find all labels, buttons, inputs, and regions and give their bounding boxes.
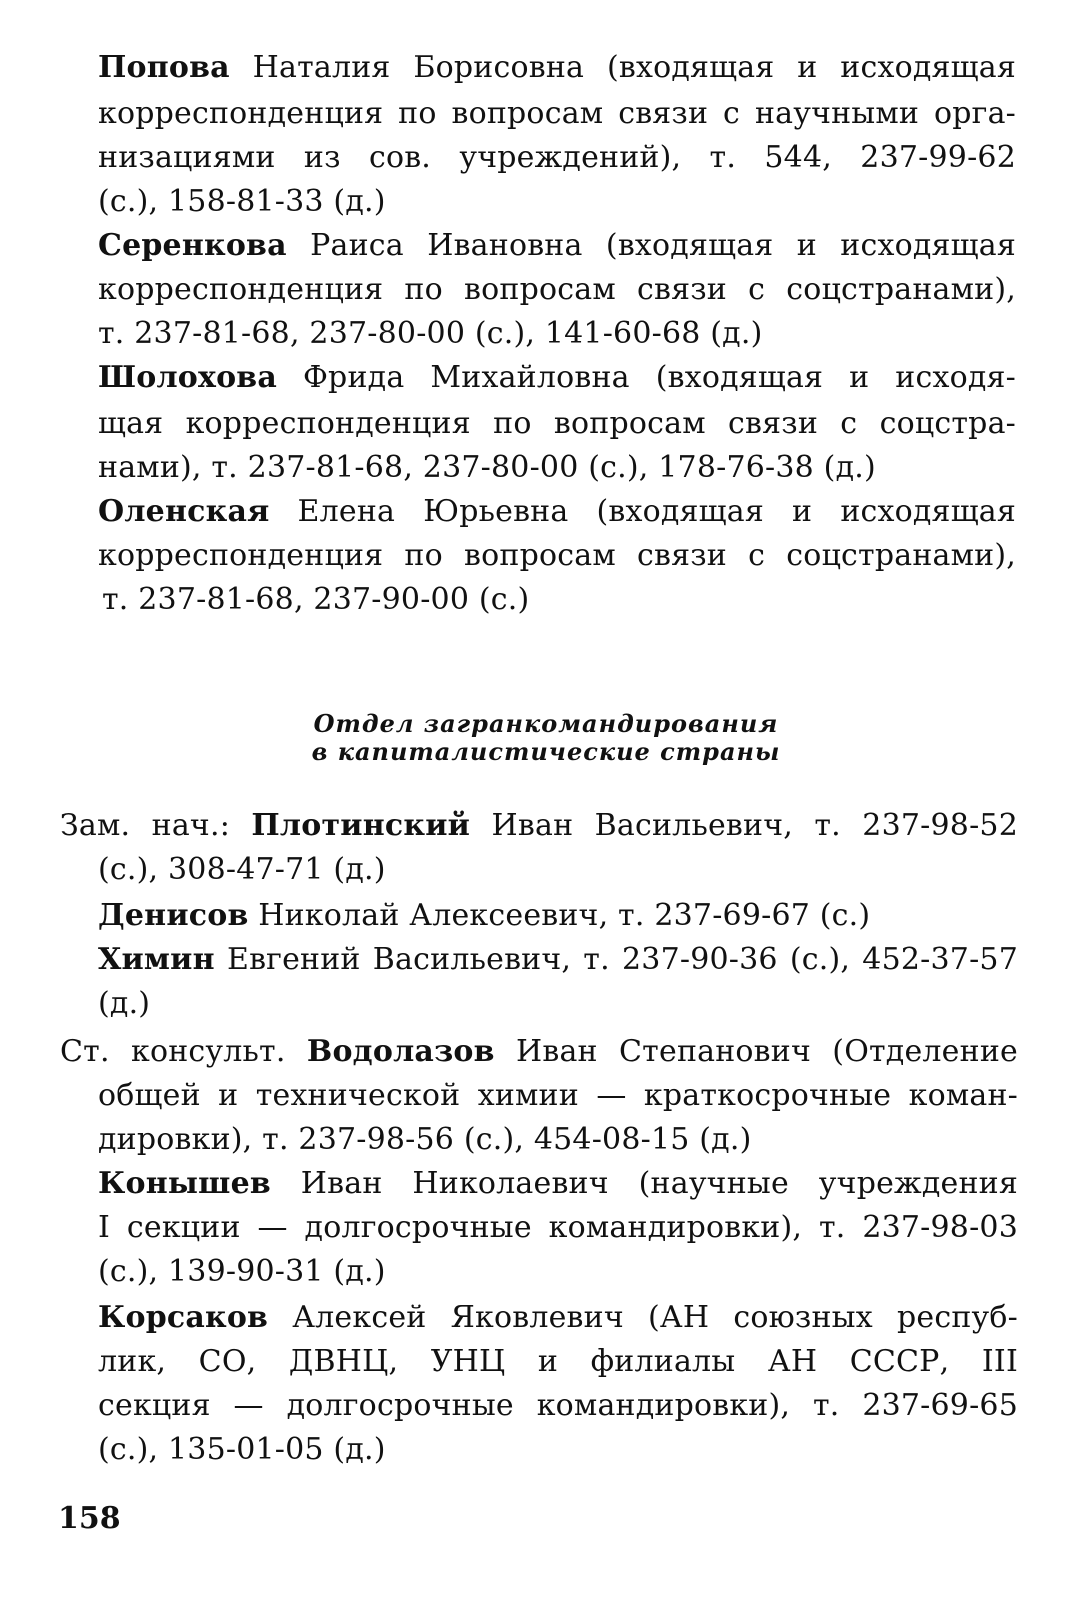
entry-line: (с.), 308-47-71 (д.)	[98, 852, 386, 887]
entry-line: Оленская Елена Юрьевна (входящая и исходящая	[98, 494, 1016, 529]
section-heading-line-1: Отдел загранкомандирования	[313, 709, 779, 738]
entry-line: (с.), 158-81-33 (д.)	[98, 184, 386, 219]
position-prefix: Ст. консульт.	[60, 1034, 307, 1069]
entry-line: секция — долгосрочные командировки), т. 237-69-65	[98, 1388, 1018, 1423]
entry-line: I секции — долгосрочные командировки), т. 237-98-03	[98, 1210, 1018, 1245]
entry-line: щая корреспонденция по вопросам связи с соцстра-	[98, 406, 1016, 441]
entry-line: дировки), т. 237-98-56 (с.), 454-08-15 (д.)	[98, 1122, 752, 1157]
entry-line: Шолохова Фрида Михайловна (входящая и исходя-	[98, 360, 1016, 395]
section-heading-line-2: в капиталистические страны	[311, 737, 781, 766]
entry-line: (с.), 139-90-31 (д.)	[98, 1254, 386, 1289]
person-name: Водолазов	[306, 1034, 495, 1069]
person-name: Химин	[98, 942, 215, 977]
person-name: Плотинский	[251, 808, 471, 843]
entry-line: Попова Наталия Борисовна (входящая и исходящая	[98, 50, 1016, 85]
entry-line: корреспонденция по вопросам связи с соцстранами),	[98, 272, 1016, 307]
entry-line: Денисов Николай Алексеевич, т. 237-69-67 (с.)	[98, 898, 871, 933]
person-name: Оленская	[98, 494, 270, 529]
entry-line: т. 237-81-68, 237-90-00 (с.)	[102, 582, 530, 617]
person-name: Конышев	[98, 1166, 271, 1201]
entry-line: Химин Евгений Васильевич, т. 237-90-36 (с.), 452-37-57	[98, 942, 1018, 977]
entry-line: (с.), 135-01-05 (д.)	[98, 1432, 386, 1467]
entry-line: лик, СО, ДВНЦ, УНЦ и филиалы АН СССР, III	[98, 1344, 1018, 1379]
entry-line: корреспонденция по вопросам связи с научными орга-	[98, 96, 1016, 131]
entry-line: нами), т. 237-81-68, 237-80-00 (с.), 178-76-38 (д.)	[98, 450, 876, 485]
entry-line: низациями из сов. учреждений), т. 544, 237-99-62	[98, 140, 1016, 175]
entry-line: (д.)	[98, 986, 151, 1021]
entry-line: Ст. консульт. Водолазов Иван Степанович (Отделение	[60, 1034, 1018, 1069]
entry-line: Зам. нач.: Плотинский Иван Васильевич, т. 237-98-52	[60, 808, 1018, 843]
entry-line: корреспонденция по вопросам связи с соцстранами),	[98, 538, 1016, 573]
entry-line: т. 237-81-68, 237-80-00 (с.), 141-60-68 (д.)	[98, 316, 763, 351]
person-name: Денисов	[98, 898, 249, 933]
person-name: Попова	[98, 50, 230, 85]
person-name: Серенкова	[98, 228, 287, 263]
entry-line: общей и технической химии — краткосрочные коман-	[98, 1078, 1018, 1113]
person-name: Шолохова	[98, 360, 277, 395]
entry-line: Серенкова Раиса Ивановна (входящая и исходящая	[98, 228, 1016, 263]
entry-line: Конышев Иван Николаевич (научные учреждения	[98, 1166, 1018, 1201]
person-name: Корсаков	[98, 1300, 269, 1335]
page-number: 158	[58, 1501, 121, 1536]
entry-line: Корсаков Алексей Яковлевич (АН союзных респуб-	[98, 1300, 1018, 1335]
position-prefix: Зам. нач.:	[60, 808, 252, 843]
